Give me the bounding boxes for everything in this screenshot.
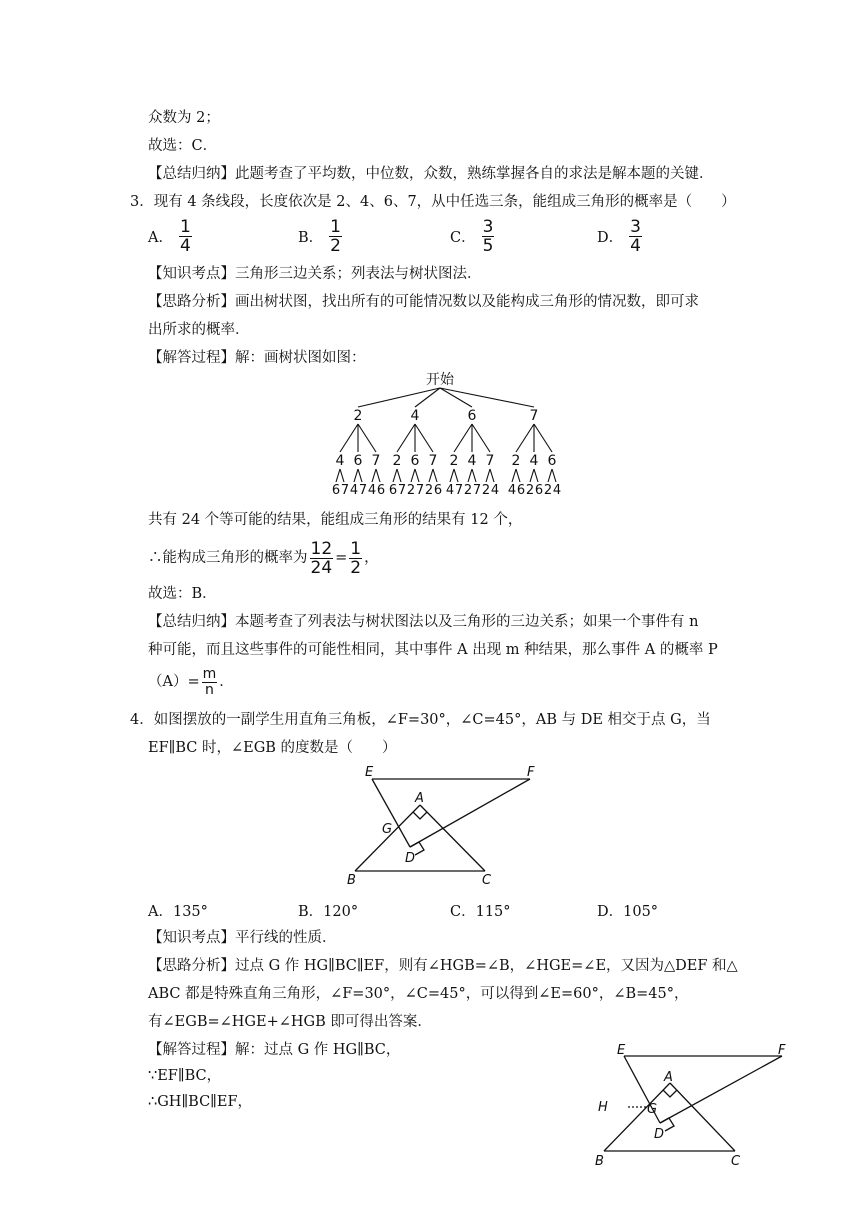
tree-branch-l2-1-0-b: [397, 469, 401, 482]
q4-analysis-3: 有∠EGB=∠HGE+∠HGB 即可得出答案．: [148, 1014, 432, 1030]
tree-branch-root-3: [440, 388, 534, 407]
tree-branch-l2-3-0-b: [516, 469, 520, 482]
fig2-segment-fd: [660, 1056, 782, 1123]
tree-branch-l2-0-0-b: [340, 469, 344, 482]
tree-node-l3: 6: [376, 483, 386, 498]
q3-option-c-den: 5: [482, 236, 494, 256]
fig2-right-angle-a-mark: [663, 1090, 677, 1097]
q3-solution-intro: 【解答过程】解：画树状图如图：: [148, 350, 366, 366]
q3-prob-end: ，: [364, 550, 379, 566]
tree-node-l3: 2: [463, 483, 473, 498]
tree-node-l3: 4: [349, 483, 359, 498]
tree-node-l3: 4: [445, 483, 455, 498]
tree-node-l3: 6: [433, 483, 443, 498]
q4-figure-2: [590, 1038, 795, 1174]
q3-analysis-1: 【思路分析】画出树状图，找出所有的可能情况数以及能构成三角形的情况数，即可求: [148, 294, 699, 310]
q3-option-b-den: 2: [330, 236, 341, 256]
tree-branch-l1-3-0: [516, 424, 534, 452]
q3-option-b-num: 1: [330, 217, 341, 237]
fig1-label-g: G: [382, 822, 393, 837]
q4-stem-2: EF∥BC 时，∠EGB 的度数是（ ）: [148, 740, 397, 756]
tree-node-l3: 6: [331, 483, 341, 498]
q4-analysis-2: ABC 都是特殊直角三角形，∠F=30°，∠C=45°，可以得到∠E=60°，∠B=45°，: [148, 986, 689, 1002]
fig2-label-g: G: [647, 1102, 658, 1117]
q4-option-b[interactable]: B．120°: [298, 904, 359, 920]
fig1-label-a: A: [415, 791, 424, 806]
tree-branch-l1-1-0: [397, 424, 415, 452]
tree-branch-l2-1-2-b: [433, 469, 437, 482]
q3-option-d-label: D．: [597, 230, 624, 246]
q3-stem: 3．现有 4 条线段，长度依次是 2、4、6、7，从中任选三条，能组成三角形的概率是（ ）: [130, 194, 736, 210]
tree-branch-l2-2-0-a: [450, 469, 454, 482]
q4-analysis-1: 【思路分析】过点 G 作 HG∥BC∥EF，则有∠HGB=∠B，∠HGE=∠E，又因为△DEF 和△: [148, 958, 738, 974]
q3-summary-2: 种可能，而且这些事件的可能性相同，其中事件 A 出现 m 种结果，那么事件 A 的概率 P: [148, 642, 718, 658]
q4-solution-3: ∴GH∥BC∥EF，: [148, 1094, 253, 1110]
tree-branch-l1-2-0: [454, 424, 472, 452]
tree-root: 开始: [426, 372, 454, 388]
tree-branch-l2-3-2-a: [548, 469, 552, 482]
tree-node-l3: 7: [454, 483, 464, 498]
tree-branch-l2-0-1-b: [358, 469, 362, 482]
q3-prob-den2: 2: [350, 557, 362, 578]
q3-option-c[interactable]: [450, 218, 496, 255]
tree-node-l2: 4: [467, 453, 477, 469]
q3-option-d[interactable]: [597, 218, 644, 255]
q3-result-line: 共有 24 个等可能的结果，能组成三角形的结果有 12 个，: [148, 512, 523, 528]
tree-node-l2: 7: [371, 453, 381, 469]
q3-option-a-den: 4: [179, 236, 191, 256]
tree-node-l1: 4: [410, 408, 420, 424]
q3-knowledge: 【知识考点】三角形三边关系；列表法与树状图法．: [148, 266, 482, 282]
fig2-label-d: D: [654, 1127, 665, 1142]
q3-option-c-label: C．: [450, 230, 476, 246]
fig1-label-e: E: [365, 765, 374, 780]
tree-node-l3: 7: [397, 483, 407, 498]
fig2-label-f: F: [778, 1043, 786, 1058]
tree-node-l3: 4: [490, 483, 500, 498]
tree-node-l2: 2: [511, 453, 521, 469]
tree-node-l2: 6: [353, 453, 363, 469]
fig2-segment-ac: [670, 1083, 735, 1151]
tree-branch-l2-0-2-b: [376, 469, 380, 482]
tree-branch-l2-2-2-b: [490, 469, 494, 482]
q3-option-c-num: 3: [482, 217, 494, 237]
q3-summary-3-end: ．: [219, 674, 234, 690]
tree-node-l1: 6: [467, 408, 477, 424]
tree-node-l2: 7: [485, 453, 495, 469]
tree-branch-l2-3-1-b: [534, 469, 538, 482]
tree-node-l3: 6: [534, 483, 544, 498]
q3-prob-num2: 1: [350, 538, 362, 559]
q4-solution-1: 【解答过程】解：过点 G 作 HG∥BC，: [148, 1042, 401, 1058]
tree-branch-l2-2-1-b: [472, 469, 476, 482]
fig2-label-c: C: [731, 1154, 741, 1169]
tree-branch-l2-1-1-a: [411, 469, 415, 482]
q3-summary-3-den: n: [202, 682, 218, 698]
tree-branch-l2-0-1-a: [354, 469, 358, 482]
q3-summary-3-prefix: （A）=: [148, 674, 200, 690]
q4-option-d[interactable]: D．105°: [597, 904, 659, 920]
q3-prob-den1: 24: [310, 557, 333, 578]
q4-stem-1: 4．如图摆放的一副学生用直角三角板，∠F=30°，∠C=45°，AB 与 DE 相交于点 G，当: [130, 712, 711, 728]
fig1-label-f: F: [527, 765, 535, 780]
q3-prob-eq: =: [335, 550, 348, 566]
fig1-label-c: C: [482, 873, 492, 888]
tree-diagram: [310, 368, 570, 503]
q3-choose: 故选：B．: [148, 586, 217, 602]
q3-option-a-num: 1: [179, 217, 191, 237]
q4-knowledge: 【知识考点】平行线的性质．: [148, 930, 337, 946]
q3-option-a[interactable]: [148, 218, 194, 255]
tree-node-l2: 4: [529, 453, 539, 469]
q4-solution-2: ∵EF∥BC，: [148, 1068, 222, 1084]
tree-node-l3: 2: [543, 483, 553, 498]
tree-branch-l2-0-0-a: [336, 469, 340, 482]
tree-node-l2: 2: [449, 453, 459, 469]
tree-node-l2: 2: [392, 453, 402, 469]
tree-branch-l2-1-1-b: [415, 469, 419, 482]
fig2-label-h: H: [598, 1100, 608, 1115]
tree-branch-l2-3-0-a: [512, 469, 516, 482]
q3-summary-3-num: m: [202, 665, 217, 682]
right-angle-a-mark: [413, 812, 427, 819]
tree-branch-l2-1-2-a: [429, 469, 433, 482]
q3-option-b[interactable]: [298, 218, 344, 255]
q3-option-d-den: 4: [630, 236, 641, 256]
tree-branch-l2-2-1-a: [468, 469, 472, 482]
fig2-label-e: E: [617, 1043, 626, 1058]
tree-node-l3: 6: [516, 483, 526, 498]
prev-mode-line: 众数为 2；: [148, 110, 220, 126]
tree-branch-l2-3-2-b: [552, 469, 556, 482]
prev-summary: 【总结归纳】此题考查了平均数，中位数，众数，熟练掌握各自的求法是解本题的关键．: [148, 166, 714, 182]
q3-option-a-label: A．: [148, 230, 173, 246]
q3-analysis-2: 出所求的概率．: [148, 322, 250, 338]
tree-node-l3: 2: [481, 483, 491, 498]
q4-option-c[interactable]: C．115°: [450, 904, 511, 920]
q4-option-a[interactable]: A．135°: [148, 904, 208, 920]
tree-branch-l1-3-2: [534, 424, 552, 452]
tree-node-l3: 2: [406, 483, 416, 498]
tree-node-l3: 6: [388, 483, 398, 498]
tree-branch-l1-2-2: [472, 424, 490, 452]
tree-node-l2: 6: [547, 453, 557, 469]
q3-summary-3: [148, 664, 234, 700]
fig1-label-b: B: [347, 873, 356, 888]
tree-branch-l2-3-1-a: [530, 469, 534, 482]
q3-summary-1: 【总结归纳】本题考查了列表法与树状图法以及三角形的三边关系；如果一个事件有 n: [148, 614, 699, 630]
tree-node-l3: 2: [424, 483, 434, 498]
fig1-label-d: D: [405, 851, 416, 866]
q3-option-b-label: B．: [298, 230, 324, 246]
tree-node-l2: 7: [428, 453, 438, 469]
q3-option-d-num: 3: [630, 217, 641, 237]
prev-choose-line: 故选：C．: [148, 138, 218, 154]
q3-prob-prefix: ∴能构成三角形的概率为: [148, 550, 308, 566]
tree-branch-l2-2-2-a: [486, 469, 490, 482]
tree-node-l3: 4: [552, 483, 562, 498]
tree-node-l2: 4: [335, 453, 345, 469]
tree-node-l3: 4: [367, 483, 377, 498]
tree-node-l3: 4: [507, 483, 517, 498]
fig2-label-b: B: [595, 1154, 604, 1169]
fig2-label-a: A: [664, 1070, 673, 1085]
tree-node-l3: 2: [525, 483, 535, 498]
tree-branch-l2-1-0-a: [393, 469, 397, 482]
tree-node-l3: 7: [415, 483, 425, 498]
tree-node-l3: 7: [340, 483, 350, 498]
segment-ac: [420, 805, 485, 871]
q4-figure-1: [335, 760, 545, 895]
tree-node-l1: 2: [353, 408, 363, 424]
tree-node-l3: 7: [358, 483, 368, 498]
tree-branch-l1-1-2: [415, 424, 433, 452]
tree-branch-l2-0-2-a: [372, 469, 376, 482]
tree-node-l3: 7: [472, 483, 482, 498]
q3-prob-num1: 12: [310, 538, 333, 559]
tree-branch-l2-2-0-b: [454, 469, 458, 482]
q3-probability-line: [148, 538, 379, 578]
tree-node-l2: 6: [410, 453, 420, 469]
tree-branch-l1-0-0: [340, 424, 358, 452]
tree-branch-l1-0-2: [358, 424, 376, 452]
tree-node-l1: 7: [529, 408, 539, 424]
